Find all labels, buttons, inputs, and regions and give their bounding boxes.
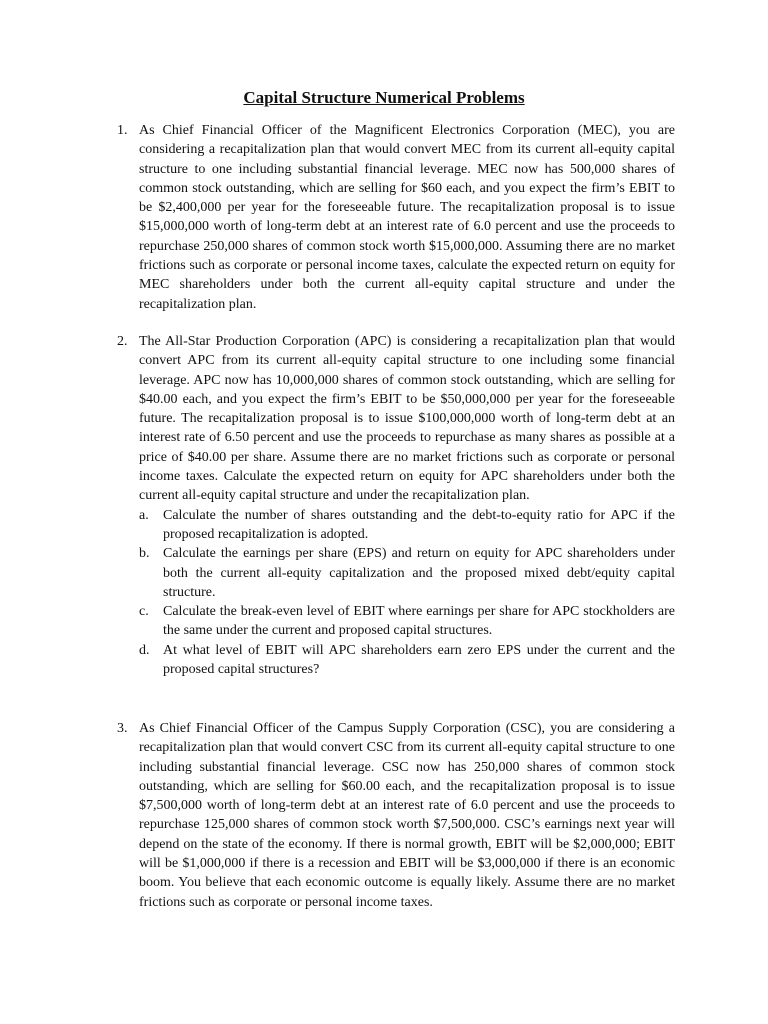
problem-3 [117, 719, 675, 912]
problem-number: 2. [117, 334, 128, 349]
subitem-text: At what level of EBIT will APC shareholders earn zero EPS under the current and the proposed capital structures? [163, 642, 675, 678]
subitem-list [117, 506, 675, 680]
problem-text: As Chief Financial Officer of the Campus Supply Corporation (CSC), you are considering a recapitalization plan that would convert CSC from its current all-equity capital structure to one including substantial financial leverage. CSC now has 250,000 shares of common stock outstanding, which are selling for $60.00 each, and the recapitalization proposal is to issue $7,500,000 worth of long-term debt at an interest rate of 6.0 percent and use the proceeds to repurchase 125,000 shares of common stock worth $7,500,000. CSC’s earnings next year will depend on the state of the economy. If there is normal growth, EBIT will be $2,000,000; EBIT will be $1,000,000 if there is a recession and EBIT will be $3,000,000 if there is an economic boom. You believe that each economic outcome is equally likely. Assume there are no market frictions such as corporate or personal income taxes. [139, 721, 675, 910]
problem-2 [117, 332, 675, 679]
subitem-text: Calculate the break-even level of EBIT where earnings per share for APC stockholders are the same under the current and proposed capital structures. [163, 604, 675, 639]
subitem-d [139, 641, 675, 680]
subitem-text: Calculate the number of shares outstanding and the debt-to-equity ratio for APC if the proposed recapitalization is adopted. [163, 507, 675, 542]
subitem-b [139, 544, 675, 602]
page-title: Capital Structure Numerical Problems [243, 88, 525, 107]
subitem-text: Calculate the earnings per share (EPS) and return on equity for APC shareholders under both the current all-equity capitalization and the proposed mixed debt/equity capital structure. [163, 546, 675, 600]
subitem-letter: a. [139, 507, 149, 523]
problem-text: The All-Star Production Corporation (APC) is considering a recapitalization plan that would convert APC from its current all-equity capital structure to one including some financial leverage. APC now has 10,000,000 shares of common stock outstanding, which are selling for $40.00 each, and you expect the firm’s EBIT to be $50,000,000 per year for the foreseeable future. The recapitalization proposal is to issue $100,000,000 worth of long-term debt at an interest rate of 6.50 percent and use the proceeds to repurchase as many shares as possible at a price of $40.00 per share. Assume there are no market frictions such as corporate or personal income taxes. Calculate the expected return on equity for APC shareholders under both the current all-equity capital structure and under the recapitalization plan. [139, 334, 675, 504]
subitem-letter: c. [139, 604, 149, 620]
subitem-a [139, 506, 675, 545]
subitem-letter: d. [139, 642, 150, 658]
subitem-letter: b. [139, 546, 150, 562]
subitem-c [139, 602, 675, 641]
problem-number: 1. [117, 123, 128, 138]
problem-text: As Chief Financial Officer of the Magnificent Electronics Corporation (MEC), you are considering a recapitalization plan that would convert MEC from its current all-equity capital structure to one including substantial financial leverage. MEC now has 500,000 shares of common stock outstanding, which are selling for $60 each, and you expect the firm’s EBIT to be $2,400,000 per year for the foreseeable future. The recapitalization proposal is to issue $15,000,000 worth of long-term debt at an interest rate of 6.0 percent and use the proceeds to repurchase 250,000 shares of common stock worth $15,000,000. Assuming there are no market frictions such as corporate or personal income taxes, calculate the expected return on equity for MEC shareholders under both the current all-equity capital structure and under the recapitalization plan. [139, 123, 675, 312]
problem-number: 3. [117, 721, 128, 736]
problem-1 [117, 121, 675, 314]
